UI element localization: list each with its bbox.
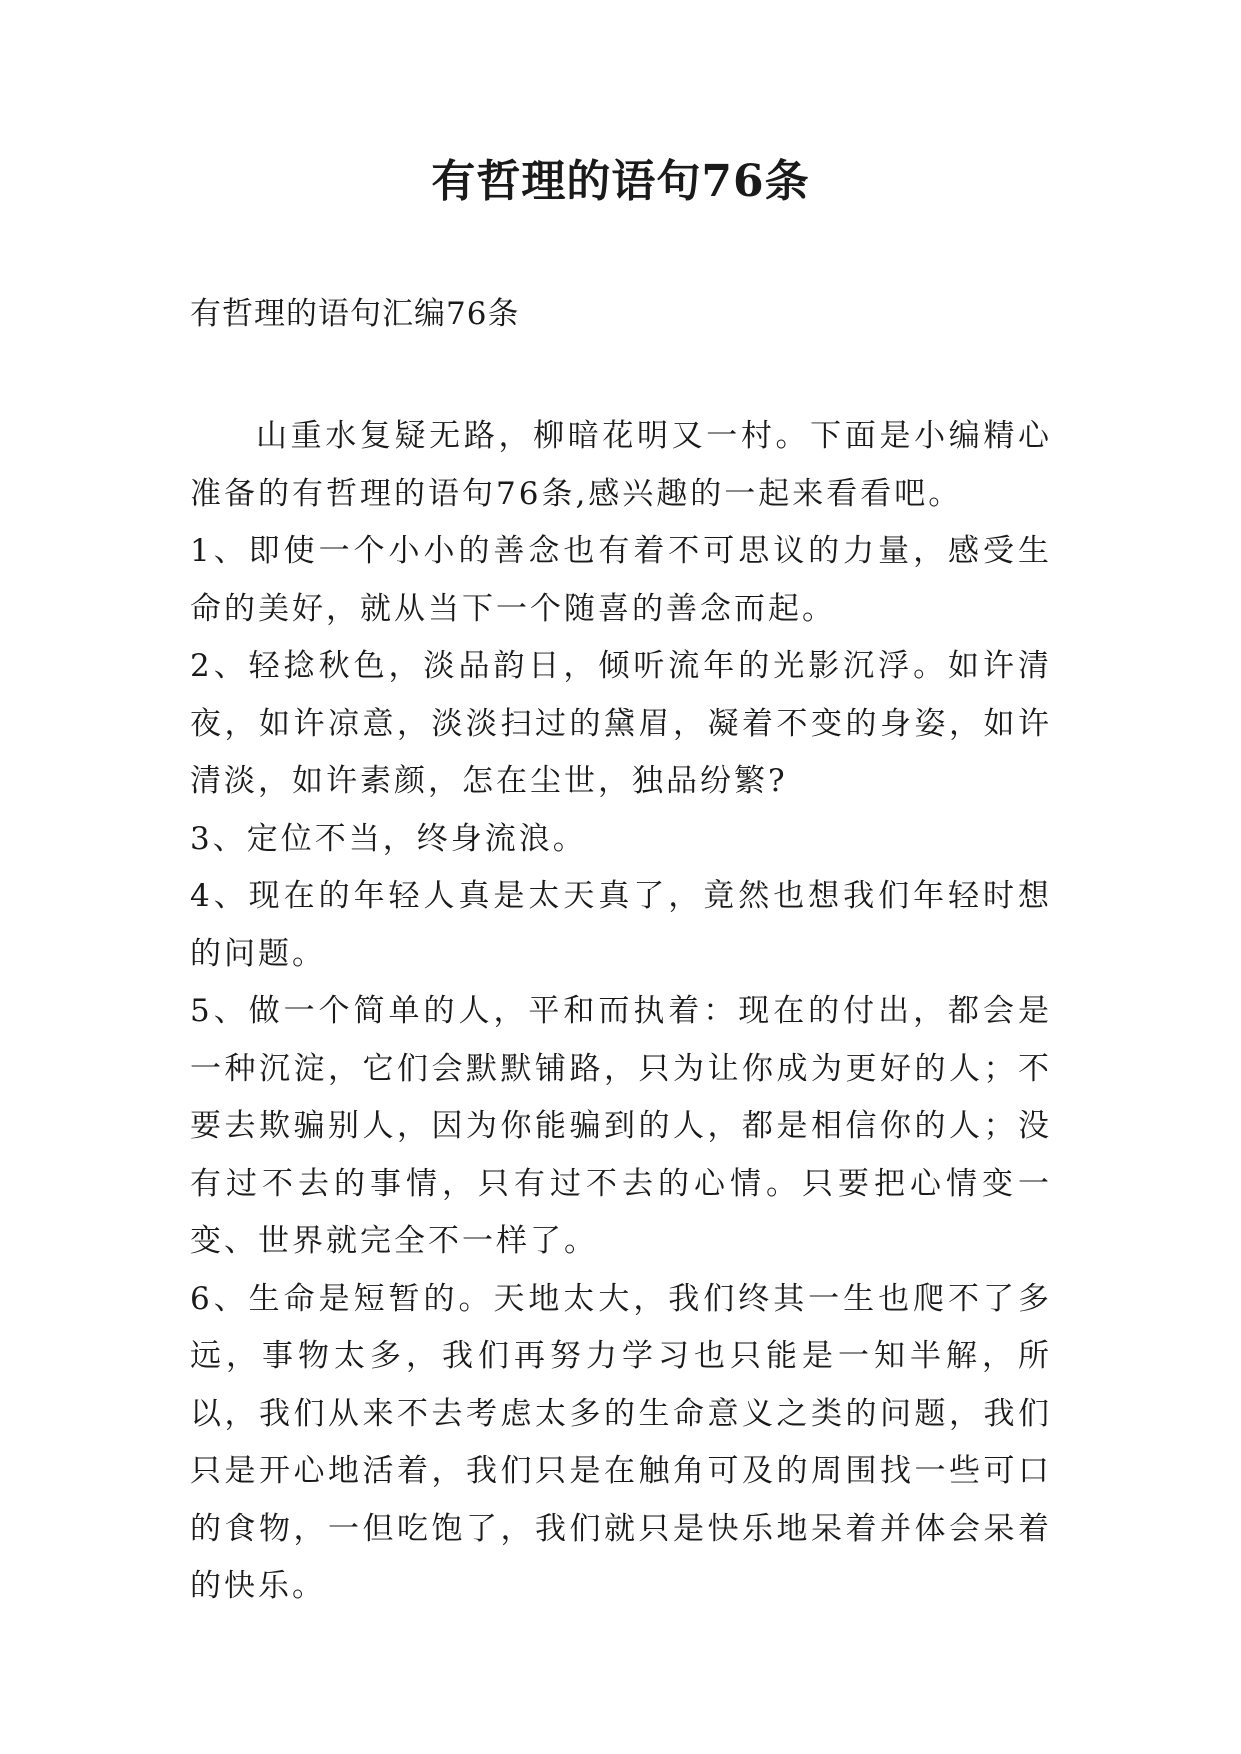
- page-title: 有哲理的语句76条: [431, 156, 810, 207]
- intro-paragraph: 山重水复疑无路，柳暗花明又一村。下面是小编精心准备的有哲理的语句76条,感兴趣的一起来看看吧。: [190, 418, 1052, 512]
- list-item: 1、即使一个小小的善念也有着不可思议的力量，感受生命的美好，就从当下一个随喜的善念而起。: [190, 533, 1052, 627]
- list-item: 4、现在的年轻人真是太天真了，竟然也想我们年轻时想的问题。: [190, 878, 1052, 972]
- list-item: 6、生命是短暂的。天地太大，我们终其一生也爬不了多远，事物太多，我们再努力学习也只能是一知半解，所以，我们从来不去考虑太多的生命意义之类的问题，我们只是开心地活着，我们只是在触角可及的周围找一些可口的食物，一但吃饱了，我们就只是快乐地呆着并体会呆着的快乐。: [190, 1280, 1052, 1604]
- list-item: 5、做一个简单的人，平和而执着：现在的付出，都会是一种沉淀，它们会默默铺路，只为让你成为更好的人；不要去欺骗别人，因为你能骗到的人，都是相信你的人；没有过不去的事情，只有过不去的心情。只要把心情变一变、世界就完全不一样了。: [190, 993, 1052, 1259]
- document-body: [190, 408, 1052, 1616]
- list-item: 2、轻捻秋色，淡品韵日，倾听流年的光影沉浮。如许清夜，如许凉意，淡淡扫过的黛眉，凝着不变的身姿，如许清淡，如许素颜，怎在尘世，独品纷繁?: [190, 648, 1052, 799]
- list-item: 3、定位不当，终身流浪。: [190, 820, 587, 857]
- document-subtitle: 有哲理的语句汇编76条: [190, 296, 520, 332]
